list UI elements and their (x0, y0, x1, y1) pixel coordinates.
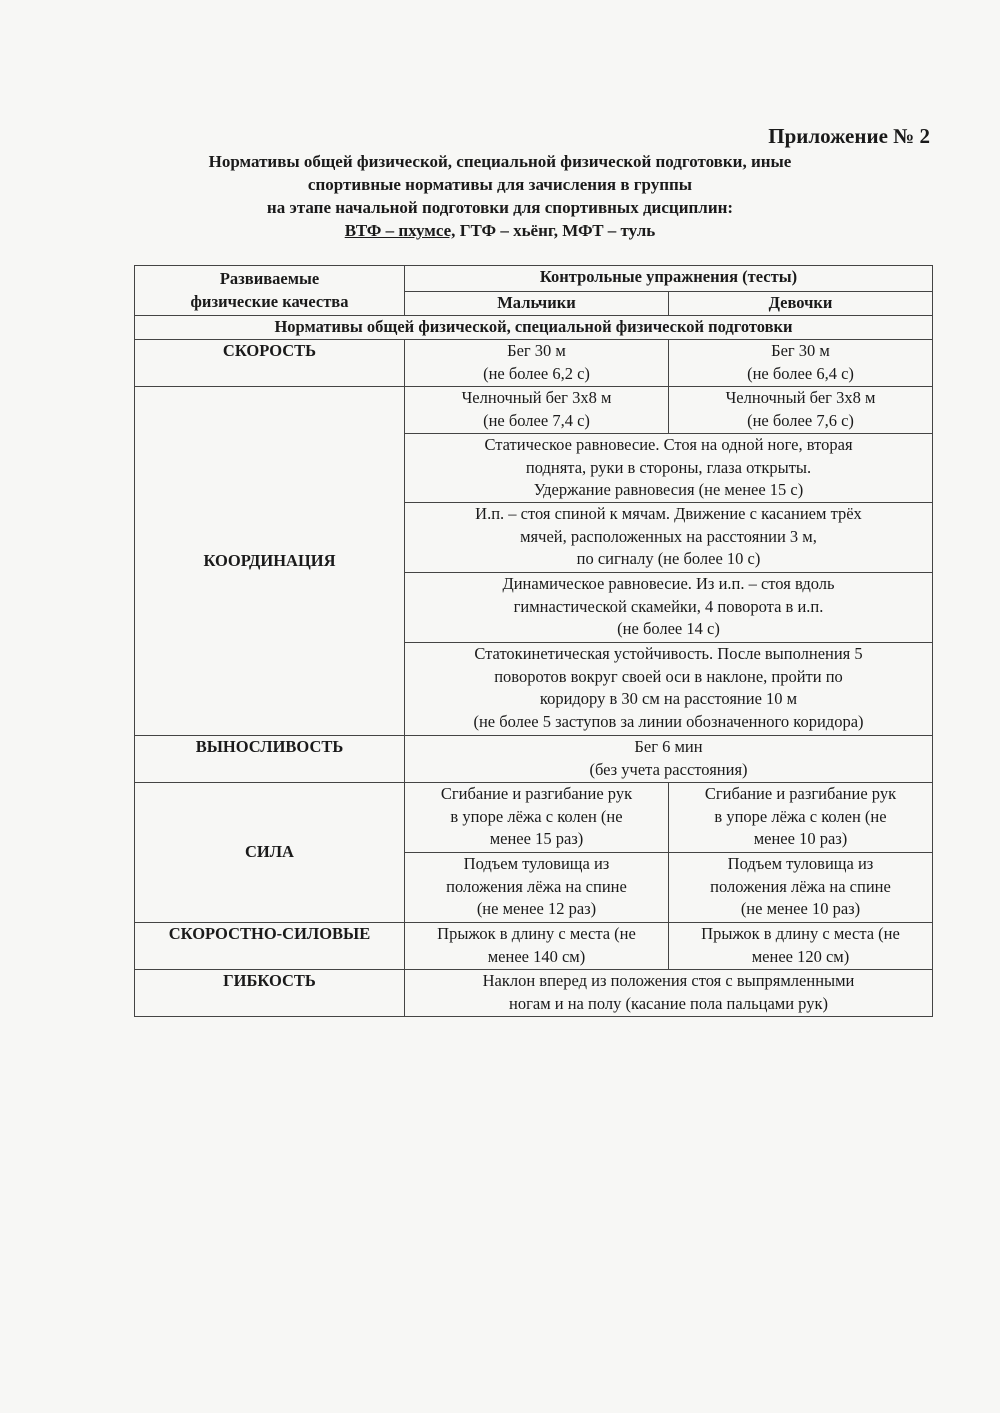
cell-line: (не более 14 с) (617, 619, 720, 638)
table-row (135, 970, 933, 1017)
header-girls-cell: Девочки (669, 292, 933, 316)
cell-line: Бег 30 м (771, 341, 830, 360)
quality-endurance: ВЫНОСЛИВОСТЬ (135, 736, 405, 783)
table-row (135, 387, 933, 434)
cell-line: Статическое равновесие. Стоя на одной ноге, вторая (484, 435, 853, 454)
pushups-girls-cell (669, 783, 933, 853)
cell-line: поворотов вокруг своей оси в наклоне, пройти по (494, 666, 843, 686)
header-quality-cell (135, 266, 405, 316)
situps-boys-cell (405, 853, 669, 923)
cell-line: ногам и на полу (касание пола пальцами рук) (509, 993, 828, 1013)
heading-line-3: на этапе начальной подготовки для спортивных дисциплин: (266, 198, 734, 217)
cell-line: И.п. – стоя спиной к мячам. Движение с касанием трёх (475, 504, 862, 523)
cell-line: Прыжок в длину с места (не (437, 924, 636, 943)
quality-speed: СКОРОСТЬ (135, 340, 405, 387)
document-heading (120, 150, 880, 242)
dynamic-balance-cell (405, 573, 933, 643)
cell-line: Подъем туловища из (463, 854, 610, 873)
cell-line: Сгибание и разгибание рук (440, 784, 633, 803)
appendix-label: Приложение № 2 (768, 124, 930, 148)
cell-line: (не менее 10 раз) (740, 899, 861, 918)
cell-line: менее 120 см) (751, 946, 850, 966)
cell-line: Подъем туловища из (727, 854, 874, 873)
static-balance-cell (405, 434, 933, 503)
cell-line: Бег 30 м (507, 341, 566, 360)
cell-line: положения лёжа на спине (446, 876, 627, 896)
header-tests-cell: Контрольные упражнения (тесты) (405, 266, 933, 292)
table-row (135, 340, 933, 387)
shuttle-boys-cell (405, 387, 669, 434)
cell-line: Прыжок в длину с места (не (701, 924, 900, 943)
balls-test-cell (405, 503, 933, 573)
quality-coordination: КООРДИНАЦИЯ (135, 387, 405, 736)
cell-line: Динамическое равновесие. Из и.п. – стоя вдоль (502, 574, 835, 593)
table-row (135, 923, 933, 970)
flexibility-test-cell (405, 970, 933, 1017)
section-row (135, 316, 933, 340)
cell-line: в упоре лёжа с колен (не (714, 806, 887, 826)
table-header-row (135, 266, 933, 292)
situps-girls-cell (669, 853, 933, 923)
cell-line: коридору в 30 см на расстояние 10 м (539, 689, 798, 708)
cell-line: менее 10 раз) (753, 829, 848, 848)
quality-strength: СИЛА (135, 783, 405, 923)
heading-line-1: Нормативы общей физической, специальной физической подготовки, иные (208, 152, 792, 171)
cell-line: Сгибание и разгибание рук (704, 784, 897, 803)
table-row (135, 783, 933, 853)
cell-line: Статокинетическая устойчивость. После выполнения 5 (474, 644, 863, 663)
quality-speed-strength: СКОРОСТНО-СИЛОВЫЕ (135, 923, 405, 970)
cell-line: (не более 7,4 с) (483, 410, 590, 430)
cell-line: (не более 6,2 с) (483, 363, 590, 383)
statokinetic-cell (405, 643, 933, 736)
cell-line: (не более 7,6 с) (747, 410, 854, 430)
endurance-test-cell (405, 736, 933, 783)
cell-line: мячей, расположенных на расстоянии 3 м, (520, 526, 817, 546)
header-boys-cell: Мальчики (405, 292, 669, 316)
speed-boys-cell (405, 340, 669, 387)
cell-line: менее 140 см) (487, 946, 586, 966)
norms-table (134, 265, 933, 1017)
cell-line: по сигналу (не более 10 с) (576, 549, 761, 568)
cell-line: Удержание равновесия (не менее 15 с) (533, 480, 804, 499)
heading-disciplines (120, 219, 880, 242)
section-title-cell: Нормативы общей физической, специальной физической подготовки (135, 316, 933, 340)
cell-line: Бег 6 мин (634, 737, 703, 756)
pushups-boys-cell (405, 783, 669, 853)
cell-line: (не более 6,4 с) (747, 363, 854, 383)
cell-line: (без учета расстояния) (589, 759, 748, 779)
header-quality-line-2: физические качества (190, 291, 349, 311)
quality-flexibility: ГИБКОСТЬ (135, 970, 405, 1017)
cell-line: гимнастической скамейки, 4 поворота в и.п. (513, 596, 824, 616)
header-quality-line-1: Развиваемые (219, 269, 320, 288)
table-row (135, 736, 933, 783)
disciplines-underlined: ВТФ – пхумсе, (344, 221, 456, 240)
cell-line: (не более 5 заступов за линии обозначенного коридора) (473, 711, 864, 731)
speed-girls-cell (669, 340, 933, 387)
cell-line: Наклон вперед из положения стоя с выпрямленными (482, 971, 855, 990)
cell-line: (не менее 12 раз) (476, 899, 597, 918)
heading-line-2: спортивные нормативы для зачисления в группы (307, 175, 693, 194)
cell-line: Челночный бег 3х8 м (725, 388, 876, 407)
jump-girls-cell (669, 923, 933, 970)
cell-line: поднята, руки в стороны, глаза открыты. (525, 457, 812, 477)
cell-line: в упоре лёжа с колен (не (450, 806, 623, 826)
shuttle-girls-cell (669, 387, 933, 434)
disciplines-rest: ГТФ – хьёнг, МФТ – туль (455, 221, 656, 240)
cell-line: положения лёжа на спине (710, 876, 891, 896)
cell-line: Челночный бег 3х8 м (461, 388, 612, 407)
cell-line: менее 15 раз) (489, 829, 584, 848)
jump-boys-cell (405, 923, 669, 970)
